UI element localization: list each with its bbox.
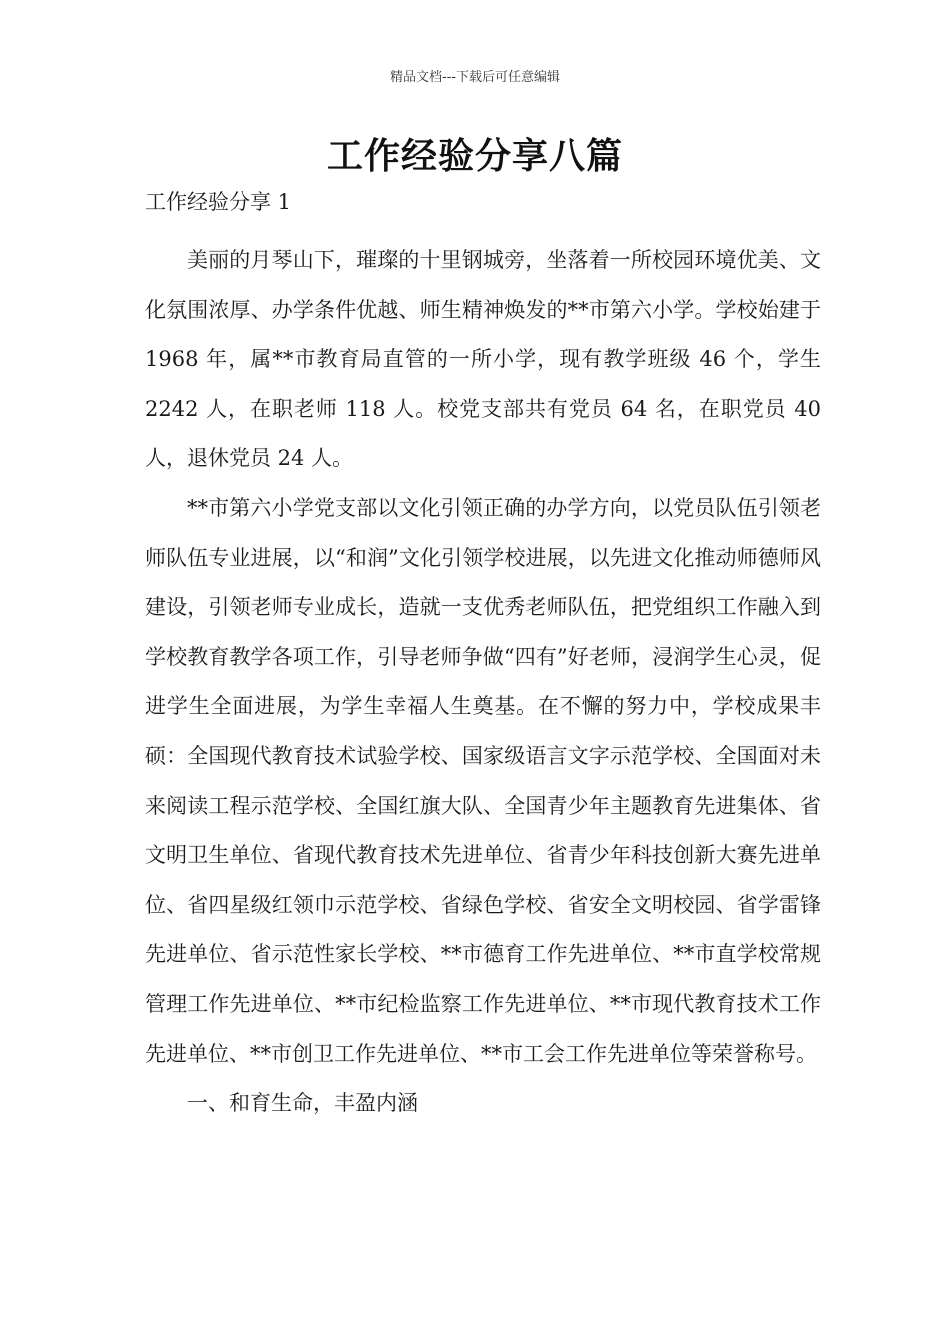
document-body: [145, 182, 821, 1129]
section-label: 工作经验分享 1: [145, 190, 292, 214]
header-note: 精品文档---下载后可任意编辑: [389, 70, 561, 85]
paragraph-2: **市第六小学党支部以文化引领正确的办学方向，以党员队伍引领老师队伍专业进展，以“和润”文化引领学校进展，以先进文化推动师德师风建设，引领老师专业成长，造就一支优秀老师队伍，把党组织工作融入到学校教育教学各项工作，引导老师争做“四有”好老师，浸润学生心灵，促进学生全面进展，为学生幸福人生奠基。在不懈的努力中，学校成果丰硕：全国现代教育技术试验学校、国家级语言文字示范学校、全国面对未来阅读工程示范学校、全国红旗大队、全国青少年主题教育先进集体、省文明卫生单位、省现代教育技术先进单位、省青少年科技创新大赛先进单位、省四星级红领巾示范学校、省绿色学校、省安全文明校园、省学雷锋先进单位、省示范性家长学校、**市德育工作先进单位、**市直学校常规管理工作先进单位、**市纪检监察工作先进单位、**市现代教育技术工作先进单位、**市创卫工作先进单位、**市工会工作先进单位等荣誉称号。: [145, 495, 821, 1066]
section-heading-1: 一、和育生命，丰盈内涵: [187, 1091, 418, 1116]
document-title: 工作经验分享八篇: [326, 136, 623, 177]
paragraph-1: 美丽的月琴山下，璀璨的十里钢城旁，坐落着一所校园环境优美、文化氛围浓厚、办学条件优越、师生精神焕发的**市第六小学。学校始建于 1968 年，属**市教育局直管的一所小学，现有教学班级 46 个，学生 2242 人，在职老师 118 人。校党支部共有党员 64 名，在职党员 40 人，退休党员 24 人。: [145, 248, 821, 471]
